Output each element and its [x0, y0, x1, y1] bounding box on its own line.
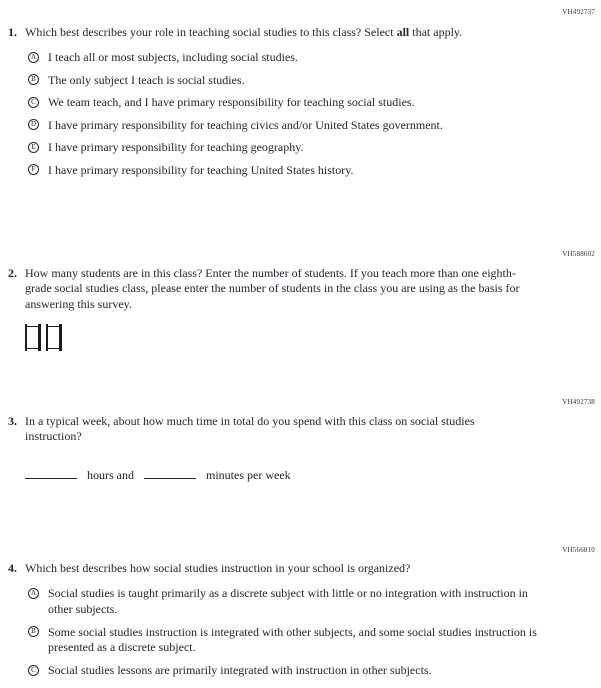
option-row[interactable]	[25, 50, 462, 65]
question-number: 4.	[8, 561, 17, 575]
option-bubble[interactable]: F	[28, 164, 39, 175]
minutes-blank-field[interactable]	[144, 466, 196, 479]
option-label: I teach all or most subjects, including social studies.	[48, 50, 298, 65]
hours-blank-field[interactable]	[25, 466, 77, 479]
question-1-options	[25, 50, 462, 178]
question-text: Which best describes your role in teaching social studies to this class? Select all that apply.	[25, 25, 463, 39]
option-bubble[interactable]: D	[28, 119, 39, 130]
option-row[interactable]	[25, 140, 462, 155]
option-row[interactable]	[25, 95, 462, 110]
question-4-accession-code: VH566810	[562, 546, 595, 554]
question-text: Which best describes how social studies instruction in your school is organized?	[25, 561, 411, 575]
option-row[interactable]	[25, 163, 462, 178]
hours-and-label: hours and	[87, 467, 134, 482]
option-bubble[interactable]: B	[28, 626, 39, 637]
question-3	[8, 414, 485, 483]
question-1	[8, 25, 462, 185]
option-label: The only subject I teach is social studies.	[48, 72, 245, 87]
question-4-options	[25, 586, 547, 678]
option-label: Social studies lessons are primarily integrated with instruction in other subjects.	[48, 663, 432, 678]
question-text: In a typical week, about how much time in total do you spend with this class on social studies instruction?	[25, 414, 475, 444]
option-bubble[interactable]: A	[28, 588, 39, 599]
option-row[interactable]	[25, 663, 547, 678]
digit-box[interactable]	[25, 324, 41, 351]
question-1-accession-code: VH492737	[562, 8, 595, 16]
minutes-per-week-label: minutes per week	[206, 467, 291, 482]
option-label: I have primary responsibility for teaching United States history.	[48, 162, 354, 177]
option-bubble[interactable]: E	[28, 142, 39, 153]
option-bubble[interactable]: C	[28, 665, 39, 676]
option-row[interactable]	[25, 118, 462, 133]
digit-box[interactable]	[46, 324, 62, 351]
option-label: We team teach, and I have primary responsibility for teaching social studies.	[48, 95, 415, 110]
digit-box-frame	[48, 326, 59, 349]
option-row[interactable]	[25, 586, 547, 617]
option-bubble[interactable]: C	[28, 97, 39, 108]
question-number: 3.	[8, 414, 17, 428]
option-label: I have primary responsibility for teaching civics and/or United States government.	[48, 117, 443, 132]
student-count-entry	[25, 324, 530, 351]
question-2	[8, 266, 530, 351]
question-2-accession-code: VH588602	[562, 250, 595, 258]
question-text: How many students are in this class? Enter the number of students. If you teach more than one eighth-grade social studies class, please enter the number of students in the class you are using as the basis for answering this survey.	[25, 266, 520, 311]
digit-box-frame	[27, 326, 38, 349]
question-3-accession-code: VH492738	[562, 398, 595, 406]
question-number: 2.	[8, 266, 17, 280]
question-number: 1.	[8, 25, 17, 39]
option-bubble[interactable]: A	[28, 52, 39, 63]
option-bubble[interactable]: B	[28, 74, 39, 85]
option-label: Some social studies instruction is integrated with other subjects, and some social studies instruction is presented as a discrete subject.	[48, 624, 537, 655]
option-label: Social studies is taught primarily as a discrete subject with little or no integration with instruction in other subjects.	[48, 586, 528, 616]
option-row[interactable]	[25, 73, 462, 88]
option-row[interactable]	[25, 625, 547, 656]
time-entry-row	[25, 466, 485, 483]
question-4	[8, 561, 547, 686]
option-label: I have primary responsibility for teaching geography.	[48, 140, 304, 155]
